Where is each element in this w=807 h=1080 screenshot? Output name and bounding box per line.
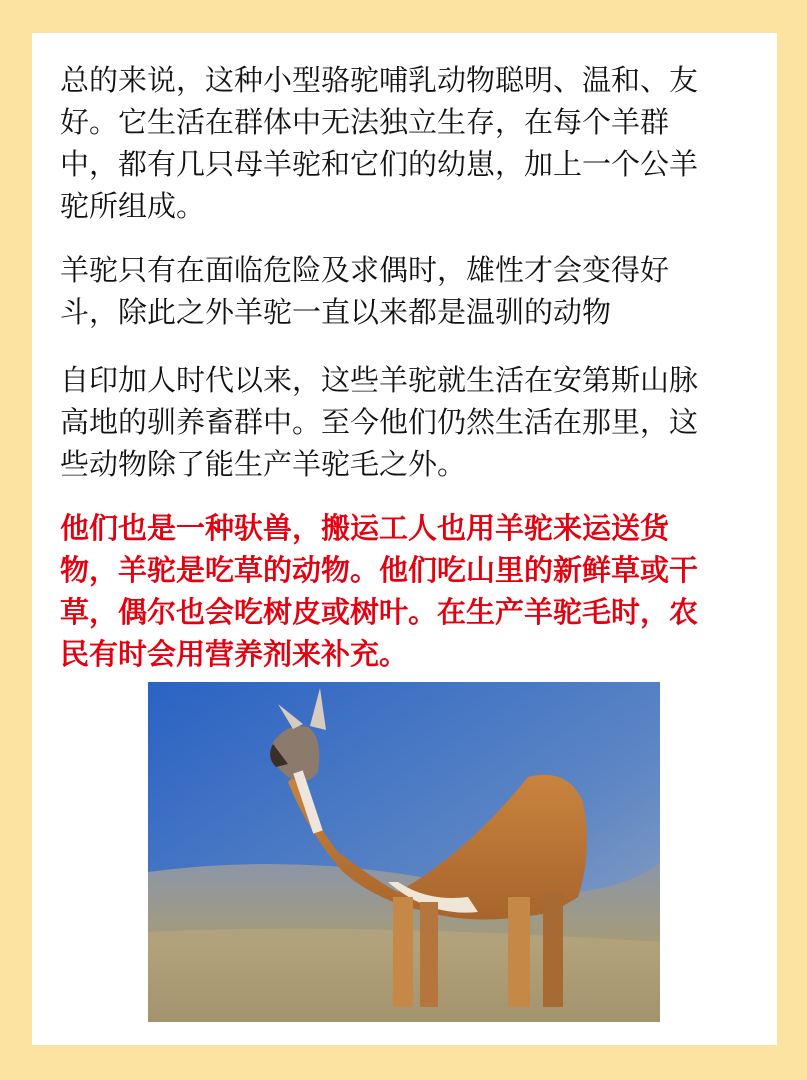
text-line: 总的来说，这种小型骆驼哺乳动物聪明、温和、友 — [60, 63, 699, 97]
llama-photo — [148, 682, 660, 1022]
text-line: 好。它生活在群体中无法独立生存，在每个羊群 — [60, 105, 670, 139]
paragraph-3 — [60, 359, 760, 485]
content-card — [32, 33, 777, 1045]
text-line: 他们也是一种驮兽，搬运工人也用羊驼来运送货 — [60, 511, 670, 545]
text-line: 中，都有几只母羊驼和它们的幼崽，加上一个公羊 — [60, 147, 699, 181]
paragraph-1 — [60, 59, 760, 227]
text-line: 民有时会用营养剂来补充。 — [60, 637, 409, 671]
text-line: 些动物除了能生产羊驼毛之外。 — [60, 447, 467, 481]
text-line: 自印加人时代以来，这些羊驼就生活在安第斯山脉 — [60, 363, 699, 397]
text-line: 羊驼只有在面临危险及求偶时，雄性才会变得好 — [60, 253, 670, 287]
text-line: 驼所组成。 — [60, 189, 206, 223]
text-line: 草，偶尔也会吃树皮或树叶。在生产羊驼毛时，农 — [60, 595, 699, 629]
text-line: 高地的驯养畜群中。至今他们仍然生活在那里，这 — [60, 405, 699, 439]
highlight-paragraph — [60, 507, 760, 675]
text-line: 斗，除此之外羊驼一直以来都是温驯的动物 — [60, 295, 612, 329]
paragraph-2 — [60, 249, 760, 333]
text-line: 物，羊驼是吃草的动物。他们吃山里的新鲜草或干 — [60, 553, 699, 587]
